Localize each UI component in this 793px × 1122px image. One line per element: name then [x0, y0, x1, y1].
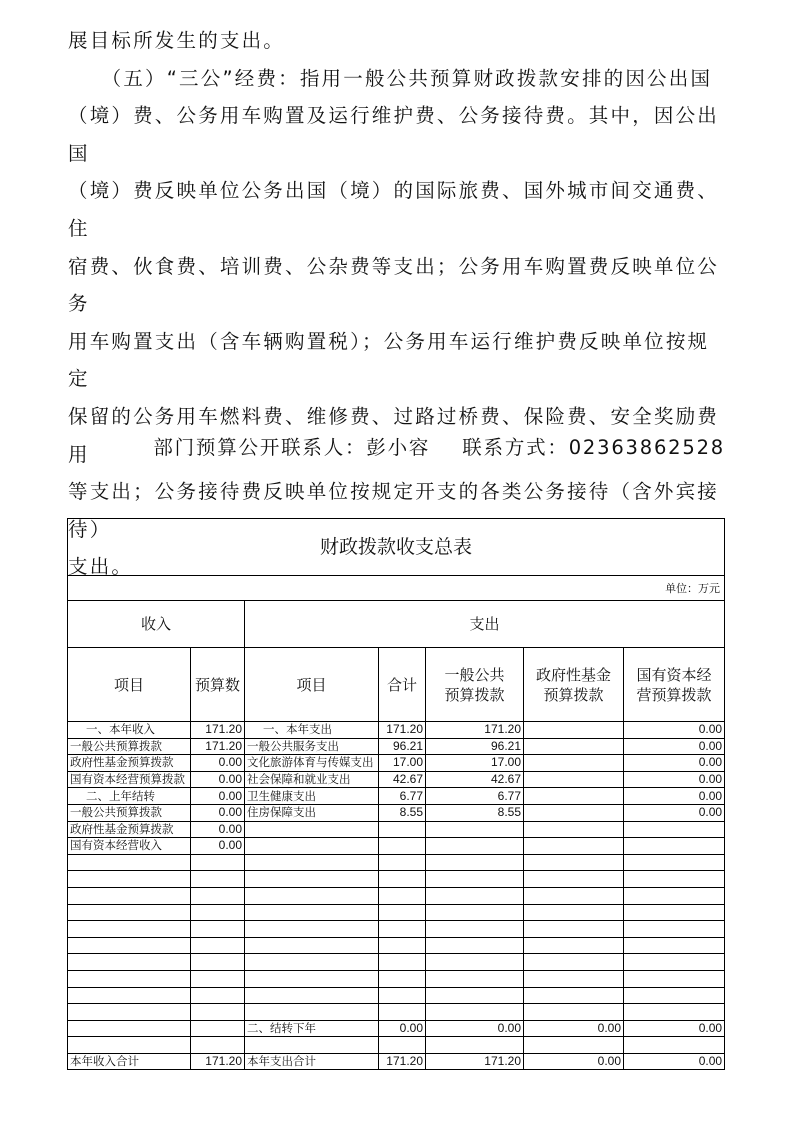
expense-section-header: 支出	[245, 601, 725, 648]
expense-general	[426, 838, 524, 855]
expense-total: 171.20	[379, 1053, 426, 1070]
contact-phone: 联系方式：02363862528	[462, 436, 725, 459]
expense-item: 社会保障和就业支出	[245, 771, 379, 788]
income-item: 一般公共预算拨款	[68, 804, 191, 821]
expense-fund	[524, 755, 624, 772]
table-row	[68, 755, 725, 772]
col-header-expense-item: 项目	[245, 648, 379, 722]
income-item: 一般公共预算拨款	[68, 738, 191, 755]
col-header-fund: 政府性基金预算拨款	[524, 648, 624, 722]
paragraph-line: 宿费、伙食费、培训费、公杂费等支出；公务用车购置费反映单位公务	[68, 254, 720, 316]
income-item: 政府性基金预算拨款	[68, 755, 191, 772]
contact-line	[153, 432, 725, 460]
empty-row	[68, 937, 725, 954]
col-header-income-budget: 预算数	[191, 648, 245, 722]
expense-fund	[524, 788, 624, 805]
expense-item: 卫生健康支出	[245, 788, 379, 805]
expense-item: 一、本年支出	[245, 722, 379, 739]
expense-general	[426, 821, 524, 838]
empty-row	[68, 987, 725, 1004]
col-header-income-item: 项目	[68, 648, 191, 722]
income-section-header: 收入	[68, 601, 245, 648]
budget-summary-table	[67, 518, 725, 1070]
income-value: 0.00	[191, 821, 245, 838]
empty-row	[68, 921, 725, 938]
expense-fund: 0.00	[524, 1020, 624, 1037]
expense-total	[379, 821, 426, 838]
expense-total	[379, 838, 426, 855]
expense-item	[245, 821, 379, 838]
income-item: 政府性基金预算拨款	[68, 821, 191, 838]
income-item: 国有资本经营收入	[68, 838, 191, 855]
carry-forward-row	[68, 1020, 725, 1037]
income-value: 0.00	[191, 771, 245, 788]
table-row	[68, 771, 725, 788]
expense-state: 0.00	[624, 804, 725, 821]
expense-item: 一般公共服务支出	[245, 738, 379, 755]
paragraph-line: 保留的公务用车燃料费、维修费、过路过桥费、保险费、安全奖励费用	[68, 404, 720, 466]
paragraph-line: 展目标所发生的支出。	[68, 29, 286, 52]
totals-row	[68, 1053, 725, 1070]
income-total-label: 本年收入合计	[68, 1053, 191, 1070]
income-total-value: 171.20	[191, 1053, 245, 1070]
income-item: 国有资本经营预算拨款	[68, 771, 191, 788]
empty-row	[68, 970, 725, 987]
table-row	[68, 821, 725, 838]
empty-row	[68, 954, 725, 971]
empty-row	[68, 854, 725, 871]
income-value: 0.00	[191, 838, 245, 855]
expense-state: 0.00	[624, 722, 725, 739]
expense-fund	[524, 821, 624, 838]
table-row	[68, 722, 725, 739]
empty-row	[68, 1004, 725, 1021]
expense-fund	[524, 722, 624, 739]
expense-total: 42.67	[379, 771, 426, 788]
expense-state: 0.00	[624, 1053, 725, 1070]
expense-general: 96.21	[426, 738, 524, 755]
empty-row	[68, 871, 725, 888]
empty-row	[68, 1037, 725, 1054]
expense-general: 17.00	[426, 755, 524, 772]
expense-state: 0.00	[624, 1020, 725, 1037]
expense-fund	[524, 738, 624, 755]
expense-general: 0.00	[426, 1020, 524, 1037]
expense-total: 8.55	[379, 804, 426, 821]
expense-total: 0.00	[379, 1020, 426, 1037]
table-title: 财政拨款收支总表	[68, 519, 725, 576]
paragraph-line: （境）费、公务用车购置及运行维护费、公务接待费。其中，因公出国	[68, 104, 720, 165]
expense-state: 0.00	[624, 771, 725, 788]
empty-row	[68, 887, 725, 904]
expense-fund	[524, 804, 624, 821]
expense-total: 171.20	[379, 722, 426, 739]
empty-row	[68, 904, 725, 921]
expense-item	[245, 838, 379, 855]
col-header-general: 一般公共预算拨款	[426, 648, 524, 722]
table-unit: 单位：万元	[68, 576, 725, 601]
income-value: 0.00	[191, 804, 245, 821]
expense-total: 17.00	[379, 755, 426, 772]
income-value: 171.20	[191, 738, 245, 755]
expense-state: 0.00	[624, 788, 725, 805]
expense-state	[624, 821, 725, 838]
table-row	[68, 838, 725, 855]
expense-general: 171.20	[426, 722, 524, 739]
income-value: 0.00	[191, 755, 245, 772]
expense-general: 8.55	[426, 804, 524, 821]
contact-person: 部门预算公开联系人：彭小容	[153, 436, 431, 459]
paragraph-line: 支出。	[68, 555, 134, 579]
col-header-state: 国有资本经营预算拨款	[624, 648, 725, 722]
expense-fund	[524, 838, 624, 855]
expense-item: 二、结转下年	[245, 1020, 379, 1037]
income-item: 二、上年结转	[68, 788, 191, 805]
table-row	[68, 738, 725, 755]
budget-table-container	[67, 518, 724, 1070]
expense-state: 0.00	[624, 738, 725, 755]
expense-total-label: 本年支出合计	[245, 1053, 379, 1070]
expense-general: 171.20	[426, 1053, 524, 1070]
expense-fund	[524, 771, 624, 788]
income-value: 0.00	[191, 788, 245, 805]
expense-state	[624, 838, 725, 855]
col-header-total: 合计	[379, 648, 426, 722]
table-row	[68, 788, 725, 805]
income-value: 171.20	[191, 722, 245, 739]
table-row	[68, 804, 725, 821]
expense-fund: 0.00	[524, 1053, 624, 1070]
expense-item: 住房保障支出	[245, 804, 379, 821]
expense-item: 文化旅游体育与传媒支出	[245, 755, 379, 772]
paragraph-line: （五）“三公”经费：指用一般公共预算财政拨款安排的因公出国	[68, 66, 713, 90]
expense-general: 6.77	[426, 788, 524, 805]
expense-total: 96.21	[379, 738, 426, 755]
paragraph-line: 等支出；公务接待费反映单位按规定开支的各类公务接待（含外宾接待）	[68, 480, 720, 541]
paragraph-line: （境）费反映单位公务出国（境）的国际旅费、国外城市间交通费、住	[68, 179, 720, 240]
income-item: 一、本年收入	[68, 722, 191, 739]
expense-total: 6.77	[379, 788, 426, 805]
expense-general: 42.67	[426, 771, 524, 788]
expense-state: 0.00	[624, 755, 725, 772]
paragraph-line: 用车购置支出（含车辆购置税）；公务用车运行维护费反映单位按规定	[68, 329, 710, 391]
body-paragraph	[68, 22, 728, 586]
